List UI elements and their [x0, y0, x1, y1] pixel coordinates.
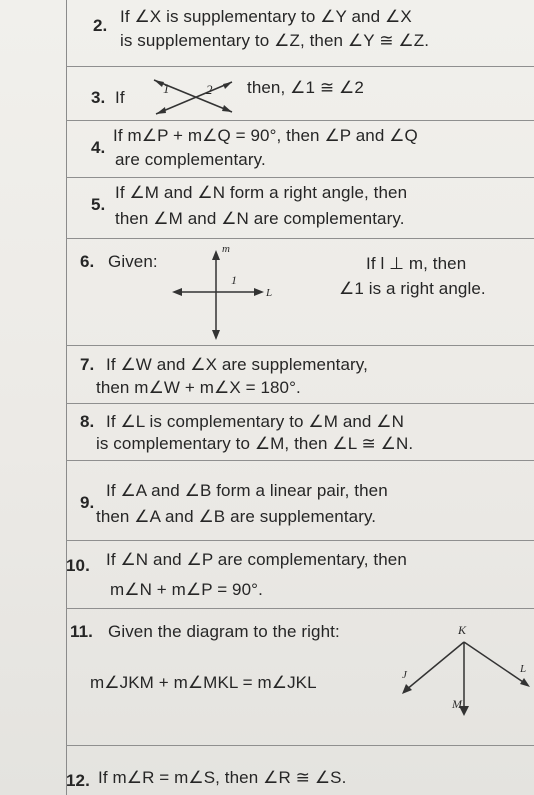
- item-number: 6.: [80, 252, 95, 271]
- item-text: If ∠X is supplementary to ∠Y and ∠X: [120, 7, 412, 26]
- item-text: then ∠M and ∠N are complementary.: [115, 209, 405, 228]
- figure-label: M: [452, 697, 462, 711]
- separator: [66, 177, 534, 178]
- item-text: If ∠W and ∠X are supplementary,: [106, 355, 368, 374]
- item-text: If: [115, 88, 125, 107]
- separator: [66, 120, 534, 121]
- vertical-angles-figure: [148, 76, 240, 120]
- item-text: are complementary.: [115, 150, 266, 169]
- item-text: If ∠M and ∠N form a right angle, then: [115, 183, 408, 202]
- item-text: then, ∠1 ≅ ∠2: [247, 78, 364, 97]
- item-text: ∠1 is a right angle.: [339, 279, 486, 298]
- item-text: then m∠W + m∠X = 180°.: [96, 378, 301, 397]
- separator: [66, 608, 534, 609]
- separator: [66, 745, 534, 746]
- item-number: 8.: [80, 412, 95, 431]
- separator: [66, 66, 534, 67]
- separator: [66, 403, 534, 404]
- item-text: is complementary to ∠M, then ∠L ≅ ∠N.: [96, 434, 414, 453]
- item-number: 9.: [80, 493, 95, 512]
- perpendicular-lines-figure: [168, 240, 278, 340]
- item-text: m∠N + m∠P = 90°.: [110, 580, 263, 599]
- item-text: Given:: [108, 252, 158, 271]
- figure-label: J: [402, 669, 407, 681]
- angle-addition-figure: [392, 616, 532, 728]
- figure-label: 1: [163, 81, 170, 96]
- item-number: 11.: [70, 622, 93, 641]
- separator: [66, 238, 534, 239]
- item-text: If l ⊥ m, then: [366, 254, 467, 273]
- item-number: 3.: [91, 88, 106, 107]
- figure-label: 2: [206, 82, 213, 97]
- item-text: If ∠L is complementary to ∠M and ∠N: [106, 412, 405, 431]
- item-number: 12.: [66, 771, 90, 790]
- item-number: 10.: [66, 556, 90, 575]
- item-number: 2.: [93, 16, 108, 35]
- figure-label: L: [266, 287, 273, 299]
- item-text: Given the diagram to the right:: [108, 622, 340, 641]
- item-text: If m∠R = m∠S, then ∠R ≅ ∠S.: [98, 768, 347, 787]
- item-number: 7.: [80, 355, 95, 374]
- figure-label: L: [520, 663, 527, 675]
- item-text: is supplementary to ∠Z, then ∠Y ≅ ∠Z.: [120, 31, 430, 50]
- item-number: 5.: [91, 195, 106, 214]
- figure-label: K: [458, 623, 467, 637]
- item-text: If ∠A and ∠B form a linear pair, then: [106, 481, 388, 500]
- figure-label: 1: [231, 273, 237, 287]
- separator: [66, 540, 534, 541]
- figure-label: m: [222, 243, 230, 255]
- item-text: then ∠A and ∠B are supplementary.: [96, 507, 377, 526]
- item-text: If ∠N and ∠P are complementary, then: [106, 550, 407, 569]
- separator: [66, 345, 534, 346]
- item-text: m∠JKM + m∠MKL = m∠JKL: [90, 673, 317, 692]
- separator: [66, 460, 534, 461]
- item-number: 4.: [91, 138, 106, 157]
- item-text: If m∠P + m∠Q = 90°, then ∠P and ∠Q: [113, 126, 418, 145]
